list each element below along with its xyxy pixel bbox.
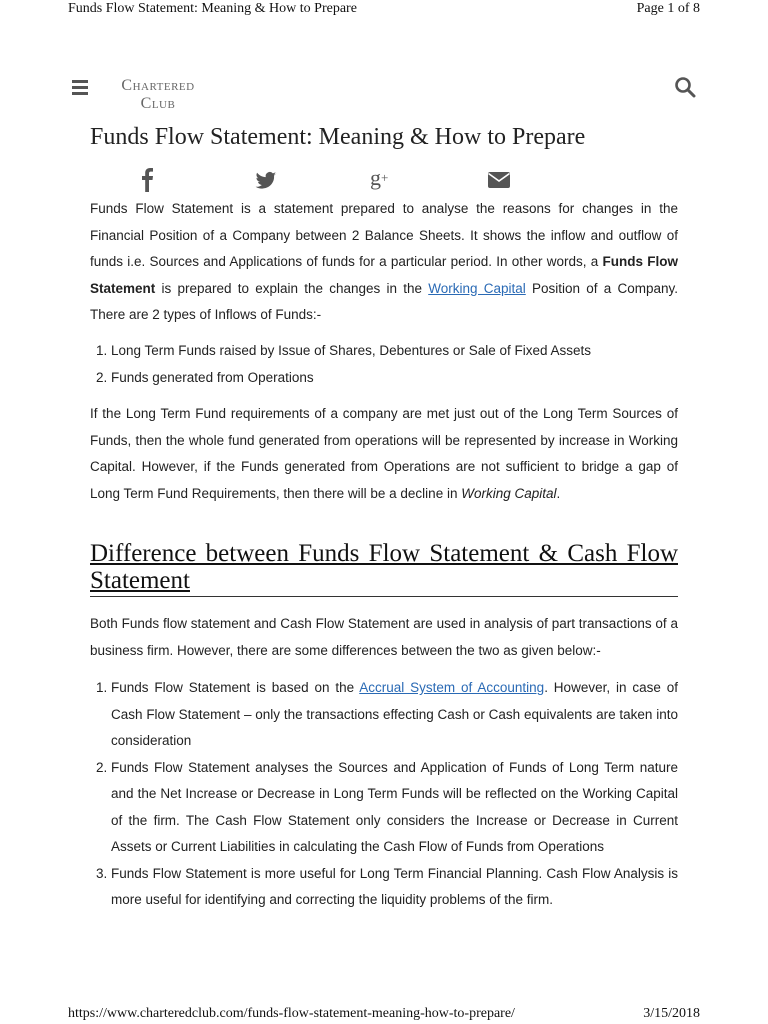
search-icon[interactable] xyxy=(674,76,696,98)
article-title: Funds Flow Statement: Meaning & How to Prepare xyxy=(90,124,586,150)
intro-text-2: is prepared to explain the changes in the xyxy=(155,280,429,296)
page-number: Page 1 of 8 xyxy=(636,1,700,16)
list-item: 1. Long Term Funds raised by Issue of Shares, Debentures or Sale of Fixed Assets xyxy=(111,338,678,365)
para2-italic-term: Working Capital xyxy=(461,485,557,501)
list-item xyxy=(111,675,678,755)
inflows-list xyxy=(90,338,678,391)
differences-list-block xyxy=(90,675,678,914)
intro-paragraph xyxy=(90,196,678,329)
site-header xyxy=(72,74,696,114)
list-item: 3. Funds Flow Statement is more useful for Long Term Financial Planning. Cash Flow Analysis is more useful for identifying and correcting the liquidity problems of the firm. xyxy=(111,861,678,914)
page-url: https://www.charteredclub.com/funds-flow-statement-meaning-how-to-prepare/ xyxy=(68,1006,515,1021)
email-icon[interactable] xyxy=(487,166,511,192)
list-item: 2. Funds generated from Operations xyxy=(111,365,678,392)
section-heading: Difference between Funds Flow Statement & Cash Flow Statement xyxy=(90,540,678,597)
print-footer xyxy=(68,1006,700,1022)
facebook-icon[interactable] xyxy=(140,166,154,192)
logo-line-2: Club xyxy=(140,95,176,112)
inflows-list-block xyxy=(90,338,678,391)
site-logo[interactable] xyxy=(114,77,202,113)
para2-text: If the Long Term Fund requirements of a company are met just out of the Long Term Sources of Funds, then the whole fund generated from operations will be represented by increase in Working Capital. However, if the Funds generated from Operations are not sufficient to bridge a gap of Long Term Fund Requirements, then there will be a decline in xyxy=(90,406,678,501)
twitter-icon[interactable] xyxy=(255,166,277,192)
accrual-system-link[interactable]: Accrual System of Accounting xyxy=(359,680,545,695)
list-item: 2. Funds Flow Statement analyses the Sources and Application of Funds of Long Term nature and the Net Increase or Decrease in Long Term Funds will be reflected on the Working Capital of the firm. The Cash Flow Statement only considers the Increase or Decrease in Current Assets or Current Liabilities in calculating the Cash Flow of Funds from Operations xyxy=(111,755,678,861)
para2-end: . xyxy=(556,485,561,501)
working-capital-paragraph xyxy=(90,401,678,507)
share-bar xyxy=(130,166,530,194)
intro-bold-term: Funds Flow Statement xyxy=(90,254,678,296)
intro-block xyxy=(90,196,678,329)
section-intro-block xyxy=(90,611,678,664)
intro-text-3: Position of a Company. There are 2 types of Inflows of Funds:- xyxy=(90,280,678,322)
print-date: 3/15/2018 xyxy=(643,1006,700,1021)
logo-line-1: Chartered xyxy=(121,77,195,94)
print-header-title: Funds Flow Statement: Meaning & How to Prepare xyxy=(68,1,357,16)
hamburger-menu-icon[interactable] xyxy=(72,80,88,96)
diff1-text-2: . However, in case of Cash Flow Statement – only the transactions effecting Cash or Cash equivalents are taken into consideration xyxy=(111,680,678,748)
working-capital-link[interactable]: Working Capital xyxy=(428,280,526,296)
intro-text-1: Funds Flow Statement is a statement prepared to analyse the reasons for changes in the Financial Position of a Company between 2 Balance Sheets. It shows the inflow and outflow of funds i.e. Sources and Applications of funds for a particular period. In other words, a xyxy=(90,201,678,269)
section-intro-paragraph: Both Funds flow statement and Cash Flow Statement are used in analysis of part transactions of a business firm. However, there are some differences between the two as given below:- xyxy=(90,616,678,658)
print-header xyxy=(68,1,700,17)
para2-block xyxy=(90,401,678,507)
diff1-text-1: Funds Flow Statement is based on the xyxy=(111,680,360,695)
google-plus-icon[interactable]: g+ xyxy=(370,165,389,190)
differences-list xyxy=(90,675,678,914)
